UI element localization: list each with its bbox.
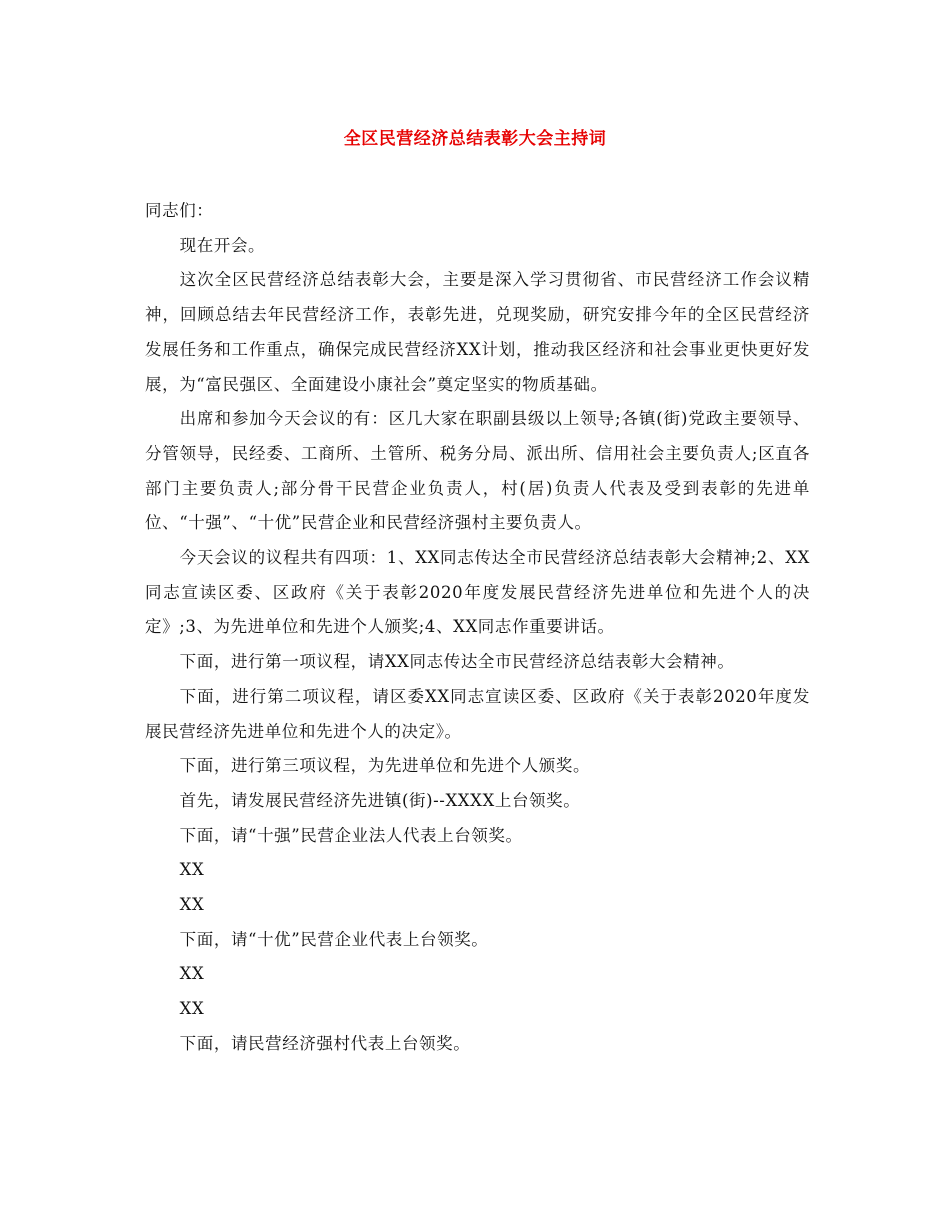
paragraph-award-top-ten-strong: 下面，请“十强”民营企业法人代表上台领奖。 xyxy=(179,825,523,845)
document-title: 全区民营经济总结表彰大会主持词 xyxy=(343,129,607,149)
paragraph-item-two: 下面，进行第二项议程，请区委XX同志宣读区委、区政府《关于表彰2020年度发展民营经济先进单位和先进个人的决定》。 xyxy=(145,686,810,741)
paragraph-award-strong-village: 下面，请民营经济强村代表上台领奖。 xyxy=(179,1033,471,1053)
placeholder-name: XX xyxy=(179,895,205,915)
paragraph-agenda: 今天会议的议程共有四项：1、XX同志传达全市民营经济总结表彰大会精神;2、XX同志宣读区委、区政府《关于表彰2020年度发展民营经济先进单位和先进个人的决定》;3、为先进单位和先进个人颁奖;4、XX同志作重要讲话。 xyxy=(145,548,810,637)
placeholder-name: XX xyxy=(179,999,205,1019)
paragraph-award-town: 首先，请发展民营经济先进镇(街)--XXXX上台领奖。 xyxy=(179,790,581,810)
paragraph-item-one: 下面，进行第一项议程，请XX同志传达全市民营经济总结表彰大会精神。 xyxy=(179,652,735,672)
paragraph-award-top-ten-excellent: 下面，请“十优”民营企业代表上台领奖。 xyxy=(179,929,489,949)
paragraph-purpose: 这次全区民营经济总结表彰大会，主要是深入学习贯彻省、市民营经济工作会议精神，回顾总结去年民营经济工作，表彰先进，兑现奖励，研究安排今年的全区民营经济发展任务和工作重点，确保完成民营经济XX计划，推动我区经济和社会事业更快更好发展，为“富民强区、全面建设小康社会”奠定坚实的物质基础。 xyxy=(145,270,810,394)
paragraph-opening: 现在开会。 xyxy=(179,235,266,255)
salutation: 同志们： xyxy=(145,201,214,220)
placeholder-name: XX xyxy=(179,860,205,880)
paragraph-attendees: 出席和参加今天会议的有：区几大家在职副县级以上领导;各镇(街)党政主要领导、分管领导，民经委、工商所、土管所、税务分局、派出所、信用社会主要负责人;区直各部门主要负责人;部分骨干民营企业负责人，村(居)负责人代表及受到表彰的先进单位、“十强”、“十优”民营企业和民营经济强村主要负责人。 xyxy=(145,409,810,533)
placeholder-name: XX xyxy=(179,964,205,984)
paragraph-item-three: 下面，进行第三项议程，为先进单位和先进个人颁奖。 xyxy=(179,756,591,776)
document-body xyxy=(145,194,810,1062)
